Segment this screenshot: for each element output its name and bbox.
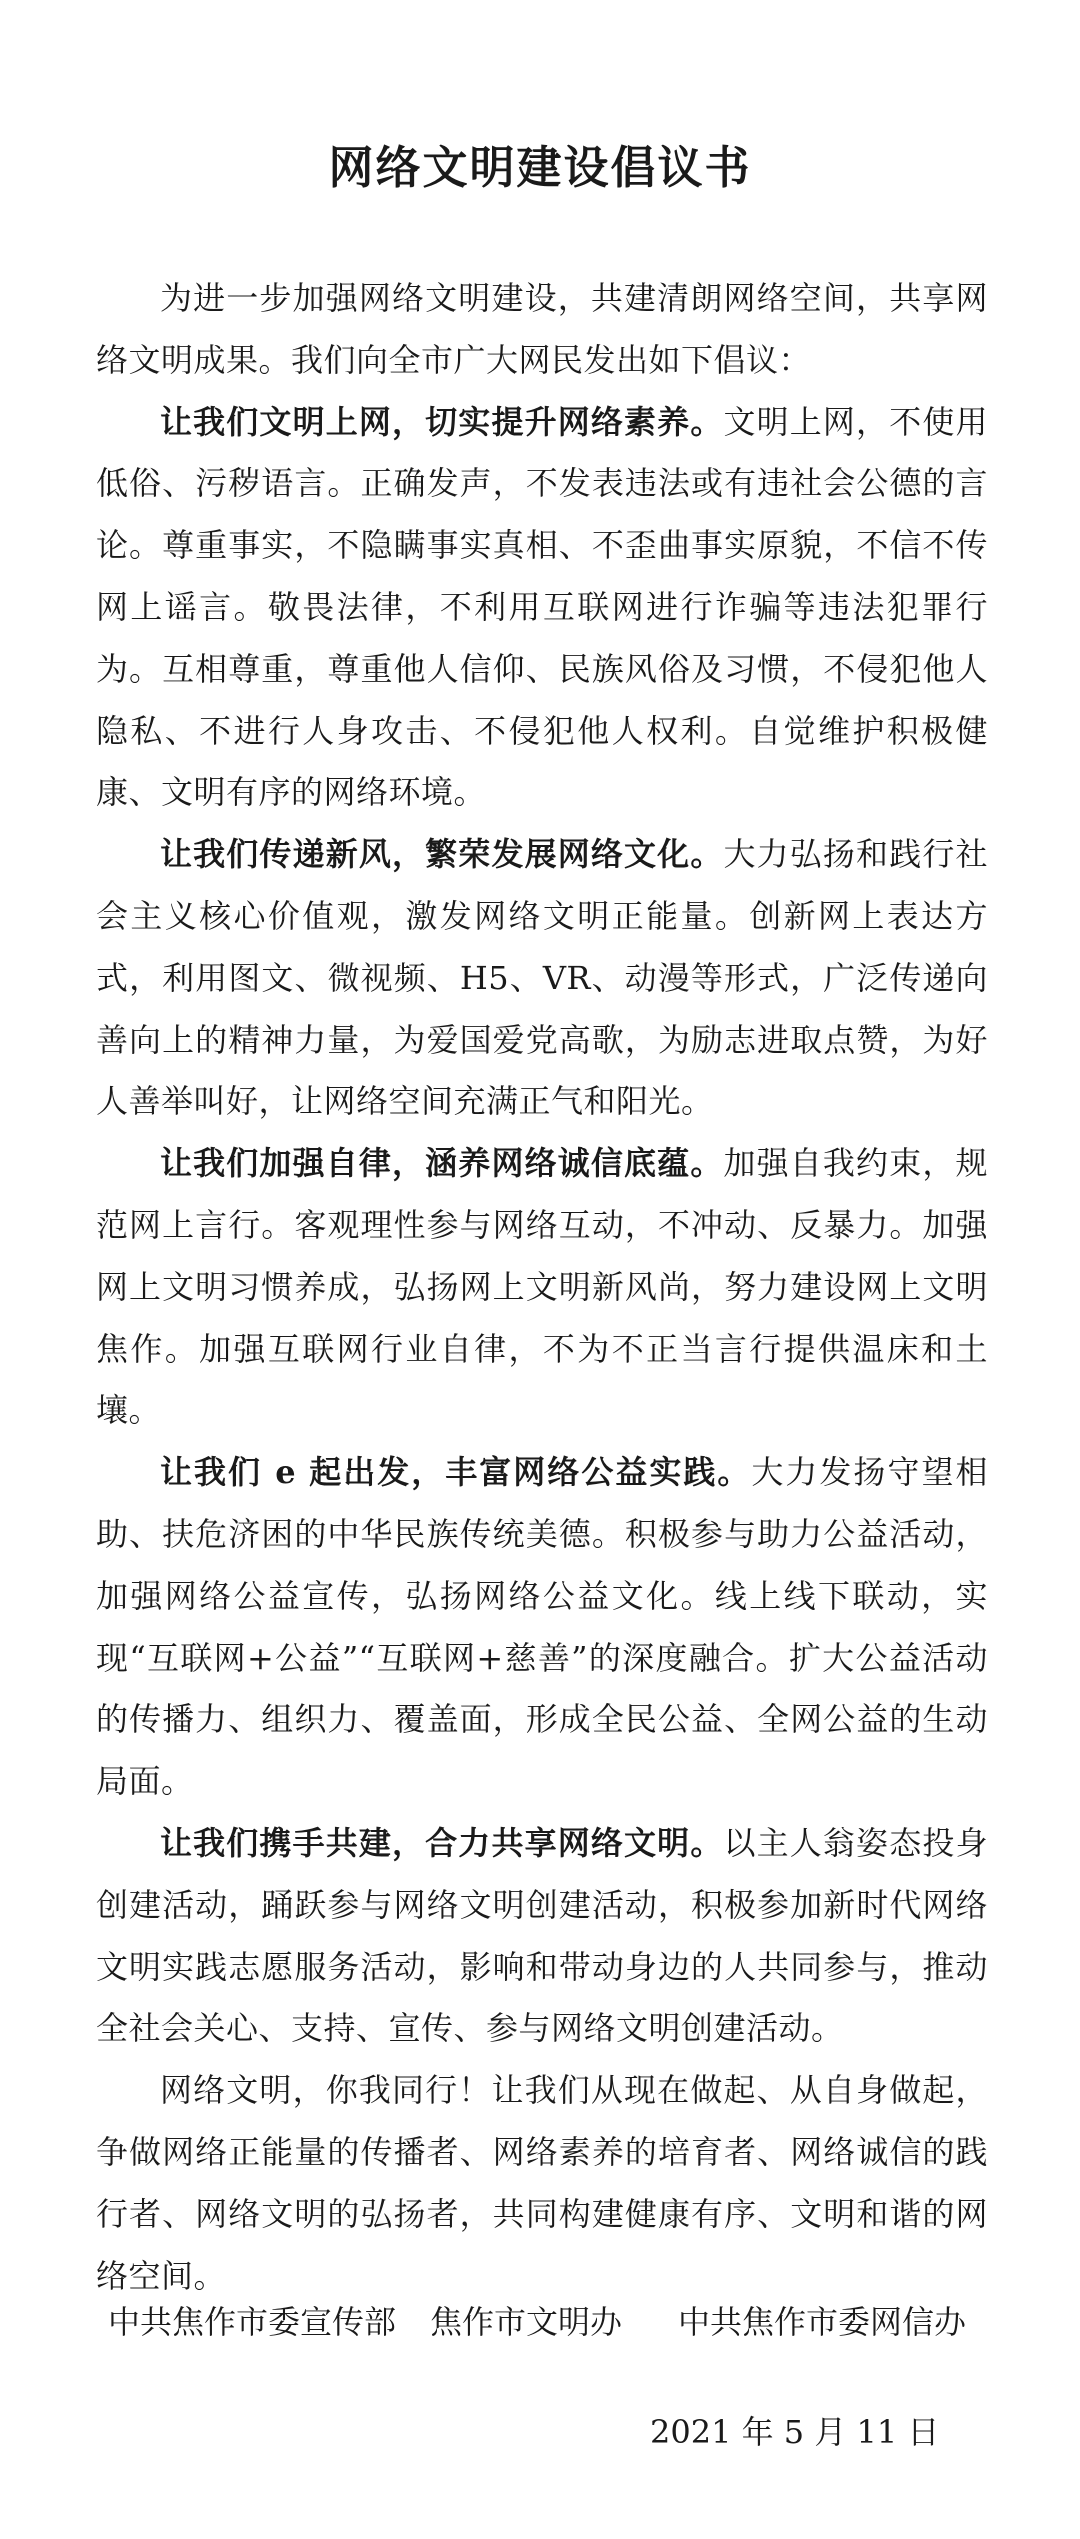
document-date: 2021 年 5 月 11 日 [650,2413,940,2451]
paragraph-text: 加强自我约束，规范网上言行。客观理性参与网络互动，不冲动、反暴力。加强网上文明习惯养成，弘扬网上文明新风尚，努力建设网上文明焦作。加强互联网行业自律，不为不正当言行提供温床和土壤。 [96,1144,988,1430]
paragraph-intro [96,268,988,392]
paragraph-self-discipline [96,1133,988,1442]
paragraph-text: 网络文明，你我同行！让我们从现在做起、从自身做起，争做网络正能量的传播者、网络素养的培育者、网络诚信的践行者、网络文明的弘扬者，共同构建健康有序、文明和谐的网络空间。 [96,2071,988,2295]
paragraph-lead: 让我们文明上网，切实提升网络素养。 [160,402,724,441]
paragraph-lead: 让我们 e 起出发，丰富网络公益实践。 [160,1453,752,1492]
paragraph-closing [96,2060,988,2307]
signatories [108,2300,1000,2344]
document-title: 网络文明建设倡议书 [328,141,752,194]
paragraph-lead: 让我们传递新风，繁荣发展网络文化。 [160,835,724,874]
paragraph-lead: 让我们携手共建，合力共享网络文明。 [160,1823,724,1862]
signatory-civilization-office: 焦作市文明办 [430,2303,623,2341]
paragraph-text: 文明上网，不使用低俗、污秽语言。正确发声，不发表违法或有违社会公德的言论。尊重事实，不隐瞒事实真相、不歪曲事实原貌，不信不传网上谣言。敬畏法律，不利用互联网进行诈骗等违法犯罪行为。互相尊重，尊重他人信仰、民族风俗及习惯，不侵犯他人隐私、不进行人身攻击、不侵犯他人权利。自觉维护积极健康、文明有序的网络环境。 [96,402,988,812]
paragraph-text: 大力发扬守望相助、扶危济困的中华民族传统美德。积极参与助力公益活动，加强网络公益宣传，弘扬网络公益文化。线上线下联动，实现“互联网+公益”“互联网+慈善”的深度融合。扩大公益活动的传播力、组织力、覆盖面，形成全民公益、全网公益的生动局面。 [96,1453,988,1801]
paragraph-lead: 让我们加强自律，涵养网络诚信底蕴。 [160,1144,724,1183]
paragraph-joint-building [96,1813,988,2060]
paragraph-text: 大力弘扬和践行社会主义核心价值观，激发网络文明正能量。创新网上表达方式，利用图文、微视频、H5、VR、动漫等形式，广泛传递向善向上的精神力量，为爱国爱党高歌，为励志进取点赞，为好人善举叫好，让网络空间充满正气和阳光。 [96,835,988,1121]
paragraph-public-welfare [96,1442,988,1813]
paragraph-new-trends [96,824,988,1133]
signatory-propaganda-dept: 中共焦作市委宣传部 [108,2303,397,2341]
paragraph-civilized-online [96,392,988,825]
paragraph-text: 以主人翁姿态投身创建活动，踊跃参与网络文明创建活动，积极参加新时代网络文明实践志愿服务活动，影响和带动身边的人共同参与，推动全社会关心、支持、宣传、参与网络文明创建活动。 [96,1823,988,2048]
document-body [96,268,988,2307]
paragraph-text: 为进一步加强网络文明建设，共建清朗网络空间，共享网络文明成果。我们向全市广大网民发出如下倡议： [96,279,988,379]
signatory-cyberspace-office: 中共焦作市委网信办 [678,2303,967,2341]
